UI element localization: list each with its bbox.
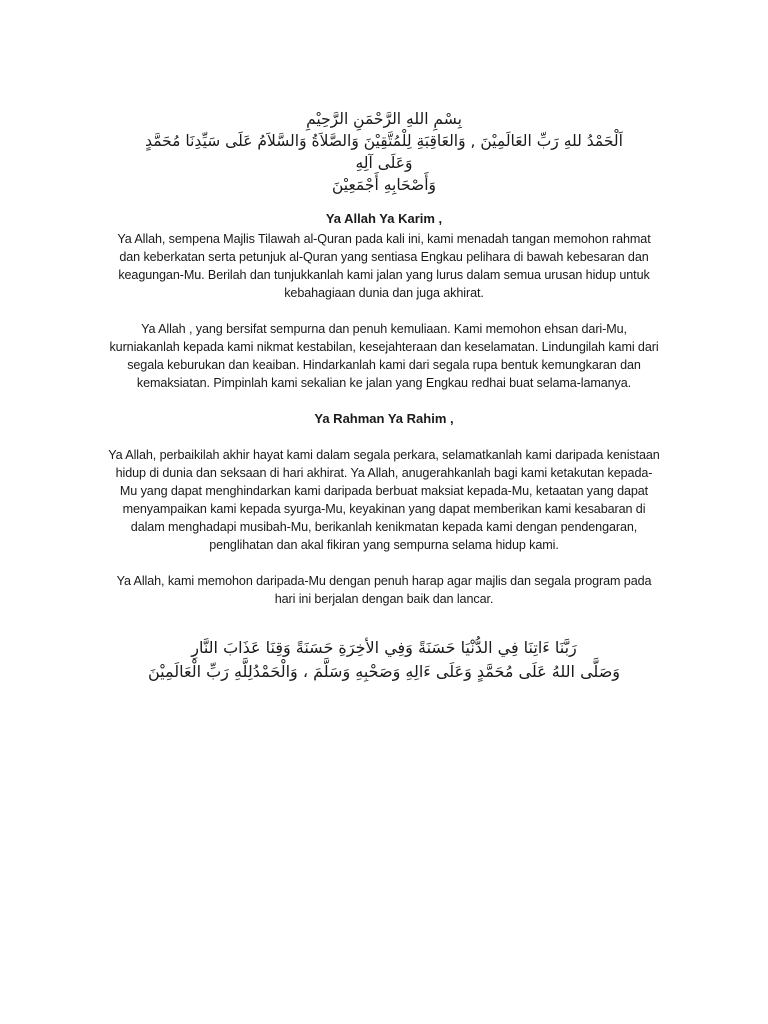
wa-ala-alihi-line: وَعَلَى آلِهِ xyxy=(355,154,413,172)
heading-ya-rahman-ya-rahim: Ya Rahman Ya Rahim , xyxy=(314,411,454,426)
paragraph-4: Ya Allah, kami memohon daripada-Mu dengan penuh harap agar majlis dan segala program pada hari ini berjalan dengan baik dan lancar. xyxy=(116,574,652,606)
closing-arabic-block xyxy=(108,636,660,684)
salawat-closing-line: وَصَلَّى اللهُ عَلَى مُحَمَّدٍ وَعَلَى ءَالِهِ وَصَحْبِهِ وَسَلَّمَ ، وَالْحَمْدُلِلَّهِ رَبِّ الْعَالَمِيْنَ xyxy=(147,662,621,681)
paragraph-2: Ya Allah , yang bersifat sempurna dan penuh kemuliaan. Kami memohon ehsan dari-Mu, kurniakanlah kepada kami nikmat kestabilan, kesejahteraan dan keselamatan. Lindungilah kami dari segala keburukan dan keaiban. Hindarkanlah kami dari segala rupa bentuk kemungkaran dan kemaksiatan. Pimpinlah kami sekalian ke jalan yang Engkau redhai buat selama-lamanya. xyxy=(109,322,659,390)
rabbana-atina-line: رَبَّنَا ءَاتِنَا فِي الدُّنْيَا حَسَنَةً وَفِي الأخِرَةِ حَسَنَةً وَقِنَا عَذَابَ النَّارِ xyxy=(191,638,577,657)
opening-arabic-block xyxy=(108,108,660,196)
bismillah-line: بِسْمِ اللهِ الرَّحْمَنِ الرَّحِيْمِ xyxy=(306,110,462,128)
wa-ashabihi-line: وَأَصْحَابِهِ أَجْمَعِيْنَ xyxy=(331,176,437,194)
paragraph-1: Ya Allah, sempena Majlis Tilawah al-Quran pada kali ini, kami menadah tangan memohon rahmat dan keberkatan serta petunjuk al-Quran yang sentiasa Engkau pelihara di bawah kebesaran dan keagungan-Mu. Berilah dan tunjukkanlah kami jalan yang lurus dalam semua urusan hidup untuk kebahagiaan dunia dan juga akhirat. xyxy=(117,232,651,300)
paragraph-3: Ya Allah, perbaikilah akhir hayat kami dalam segala perkara, selamatkanlah kami daripada kenistaan hidup di dunia dan seksaan di hari akhirat. Ya Allah, anugerahkanlah bagi kami ketakutan kepada-Mu yang dapat menghindarkan kami daripada berbuat maksiat kepada-Mu, ketaatan yang dapat menyampaikan kami kepada syurga-Mu, keyakinan yang dapat memberikan kami kesabaran di dalam menghadapi musibah-Mu, berikanlah kenikmatan kepada kami dengan pendengaran, penglihatan dan akal fikiran yang sempurna selama hidup kami. xyxy=(108,448,660,552)
hamdalah-line: اَلْحَمْدُ للهِ رَبِّ العَالَمِيْنَ , وَالعَاقِبَةِ لِلْمُتَّقِيْنَ وَالصَّلاَةُ وَالسَّلاَمُ عَلَى سَيِّدِنَا مُحَمَّدٍ xyxy=(145,132,623,150)
document-page xyxy=(108,108,660,684)
heading-ya-allah-ya-karim: Ya Allah Ya Karim , xyxy=(325,211,443,226)
